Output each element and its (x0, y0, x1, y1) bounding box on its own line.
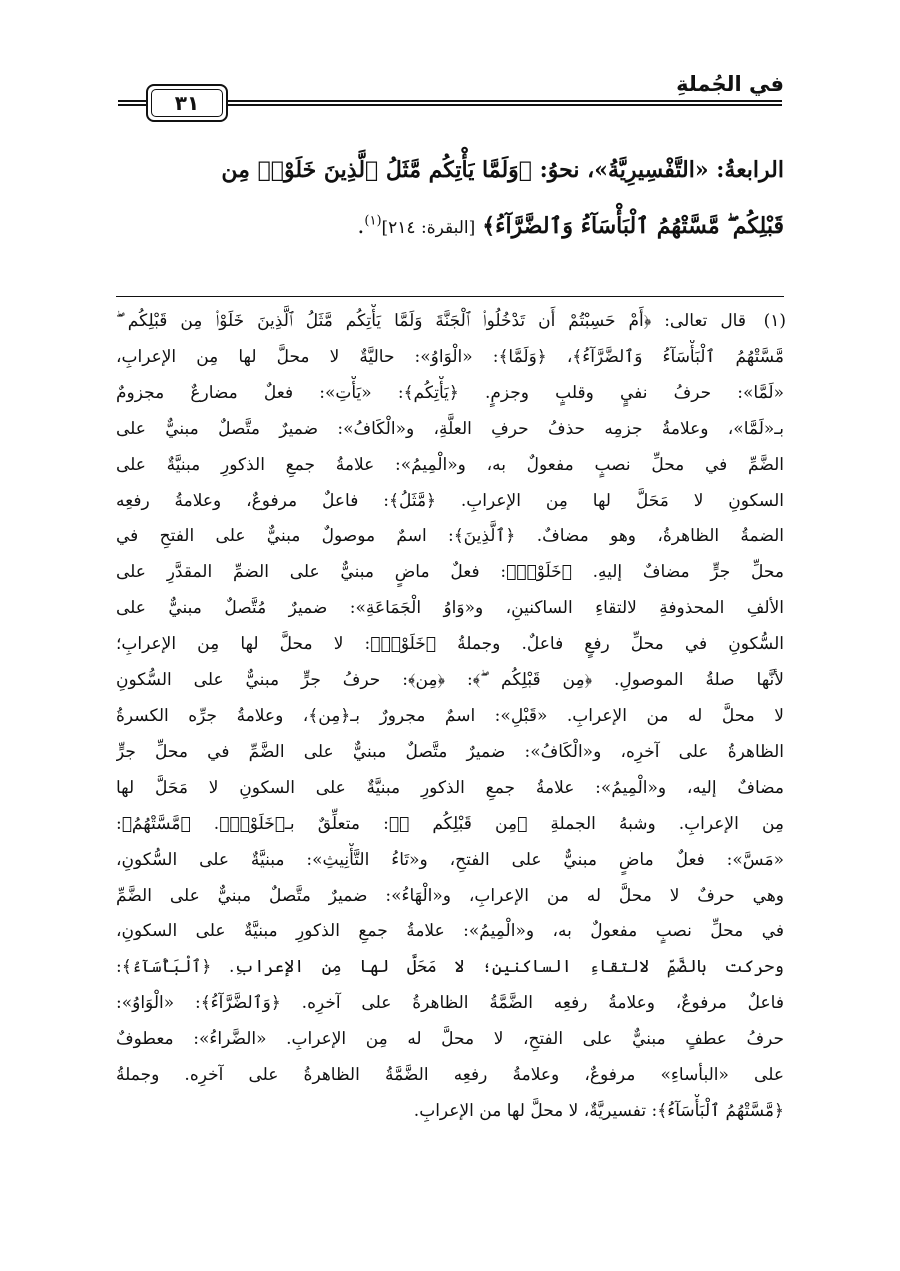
verse-reference: [البقرة: ٢١٤] (381, 218, 476, 238)
footnote-line: مَّسَّتْهُمُ ٱلْبَأْسَآءُ وَٱلضَّرَّآءُ﴾، ﴿وَلَمَّا﴾: «الْوَاوُ»: حاليَّةٌ لا محلَّ لها مِن الإعرابِ، (116, 346, 784, 367)
footnote-line: السُّكونِ في محلِّ رفعٍ فاعلٌ. وجملةُ ﴿خَلَوْا۟﴾: لا محلَّ لها مِن الإعرابِ؛ (116, 634, 784, 655)
footnote-separator (116, 296, 784, 297)
footnote-line: لا محلَّ له من الإعرابِ. «قَبْلِ»: اسمٌ مجرورٌ بـ﴿مِن﴾، وعلامةُ جرِّه الكسرةُ (116, 705, 784, 726)
main-line-2 (116, 198, 784, 256)
page-number-frame (146, 84, 228, 122)
footnote-line: السكونِ لا مَحَلَّ لها مِن الإعرابِ. ﴿مَّثَلُ﴾: فاعلٌ مرفوعٌ، وعلامةُ رفعِه (116, 490, 784, 511)
footnote-line: على «البأساءِ» مرفوعٌ، وعلامةُ رفعِه الضَّمَّةُ الظاهرةُ على آخرِه. وجملةُ (116, 1065, 784, 1086)
footnote-line: مضافٌ إليه، و«الْمِيمُ»: علامةُ جمعِ الذكورِ مبنيَّةٌ على السكونِ لا مَحَلَّ لها (116, 777, 784, 798)
footnote-line: مِن الإعرابِ. وشبهُ الجملةِ ﴿مِن قَبْلِكُم ۖ﴾: متعلِّقٌ بـ﴿خَلَوْا۟﴾. ﴿مَّسَّتْهُمُ﴾: (116, 813, 784, 834)
footnote-line: الضمةُ الظاهرةُ، وهو مضافٌ. ﴿ٱلَّذِينَ﴾: اسمٌ موصولٌ مبنيٌّ على الفتحِ في (116, 526, 784, 547)
footnote-line: ﴿مَّسَّتْهُمُ ٱلْبَأْسَآءُ﴾: تفسيريَّةٌ، لا محلَّ لها من الإعرابِ. (413, 1100, 784, 1121)
footnote-line: محلِّ جرٍّ مضافٌ إليهِ. ﴿خَلَوْا۟﴾: فعلٌ ماضٍ مبنيٌّ على الضمِّ المقدَّرِ على (116, 562, 784, 583)
footnote-number: (١) (763, 311, 786, 331)
footnote (116, 304, 784, 1130)
page-number: ٣١ (151, 89, 223, 117)
footnote-line: وهي حرفٌ لا محلَّ له من الإعرابِ، و«الْهَاءُ»: ضميرٌ متَّصلٌ مبنيٌّ على الضَّمِّ (116, 885, 784, 906)
footnote-line: قال تعالى: ﴿أَمْ حَسِبْتُمْ أَن تَدْخُلُوا۟ ٱلْجَنَّةَ وَلَمَّا يَأْتِكُم مَّثَلُ ٱلَّذِينَ خَلَوْا۟ مِن قَبْلِكُم ۖ (116, 311, 746, 331)
footnote-line: الضَّمِّ في محلِّ نصبٍ مفعولٌ به، و«الْمِيمُ»: علامةُ جمعِ الذكورِ مبنيَّةٌ على (116, 454, 784, 475)
end-punctuation: . (357, 214, 365, 239)
footnote-line: لأنَّها صلةُ الموصولِ. ﴿مِن قَبْلِكُم ۖ﴾: ﴿مِن﴾: حرفُ جرٍّ مبنيٌّ على السُّكونِ (116, 670, 784, 691)
main-text (116, 142, 784, 256)
verse-text: قَبْلِكُم ۖ مَّسَّتْهُمُ ٱلْبَأْسَآءُ وَٱلضَّرَّآءُ﴾ (482, 213, 784, 239)
footnote-line: وحركت بالضَّمِّ لالتقاءِ الساكنينِ؛ لا مَحَلَّ لها مِن الإعرابِ. ﴿ٱلْبَأْسَآءُ﴾: (116, 957, 784, 978)
running-title: في الجُملةِ (676, 72, 784, 96)
footnote-line: حرفُ عطفٍ مبنيٌّ على الفتحِ، لا محلَّ له مِن الإعرابِ. «الضَّراءُ»: معطوفٌ (116, 1029, 784, 1050)
footnote-line: الظاهرةُ على آخرِه، و«الْكَافُ»: ضميرٌ متَّصلٌ مبنيٌّ على الضَّمِّ في محلِّ جرٍّ (116, 741, 784, 762)
footnote-line: «مَسَّ»: فعلٌ ماضٍ مبنيٌّ على الفتحِ، و«تَاءُ التَّأْنِيثِ»: مبنيَّةٌ على السُّكونِ، (116, 849, 784, 870)
footnote-line: «لَمَّا»: حرفُ نفيٍ وقلبٍ وجزمٍ. ﴿يَأْتِكُم﴾: «يَأْتِ»: فعلٌ مضارعٌ مجزومٌ (116, 382, 784, 403)
footnote-line: في محلِّ نصبٍ مفعولٌ به، و«الْمِيمُ»: علامةُ جمعِ الذكورِ مبنيَّةٌ على السكونِ، (116, 921, 784, 942)
footnote-marker: (١) (364, 213, 382, 229)
footnote-line: بـ«لَمَّا»، وعلامةُ جزمِه حذفُ حرفِ العلَّةِ، و«الْكَافُ»: ضميرٌ متَّصلٌ مبنيٌّ على (116, 418, 784, 439)
footnote-line: الألفِ المحذوفةِ لالتقاءِ الساكنينِ، و«وَاوُ الْجَمَاعَةِ»: ضميرٌ مُتَّصلٌ مبنيٌّ على (116, 598, 784, 619)
main-line-1: الرابعةُ: «التَّفْسِيرِيَّةُ»، نحوُ: ﴿وَلَمَّا يَأْتِكُم مَّثَلُ ٱلَّذِينَ خَلَوْا۟ مِن (221, 157, 784, 183)
footnote-line: فاعلٌ مرفوعٌ، وعلامةُ رفعِه الضَّمَّةُ الظاهرةُ على آخرِه. ﴿وَٱلضَّرَّآءُ﴾: «الْوَاوُ»: (116, 993, 784, 1014)
